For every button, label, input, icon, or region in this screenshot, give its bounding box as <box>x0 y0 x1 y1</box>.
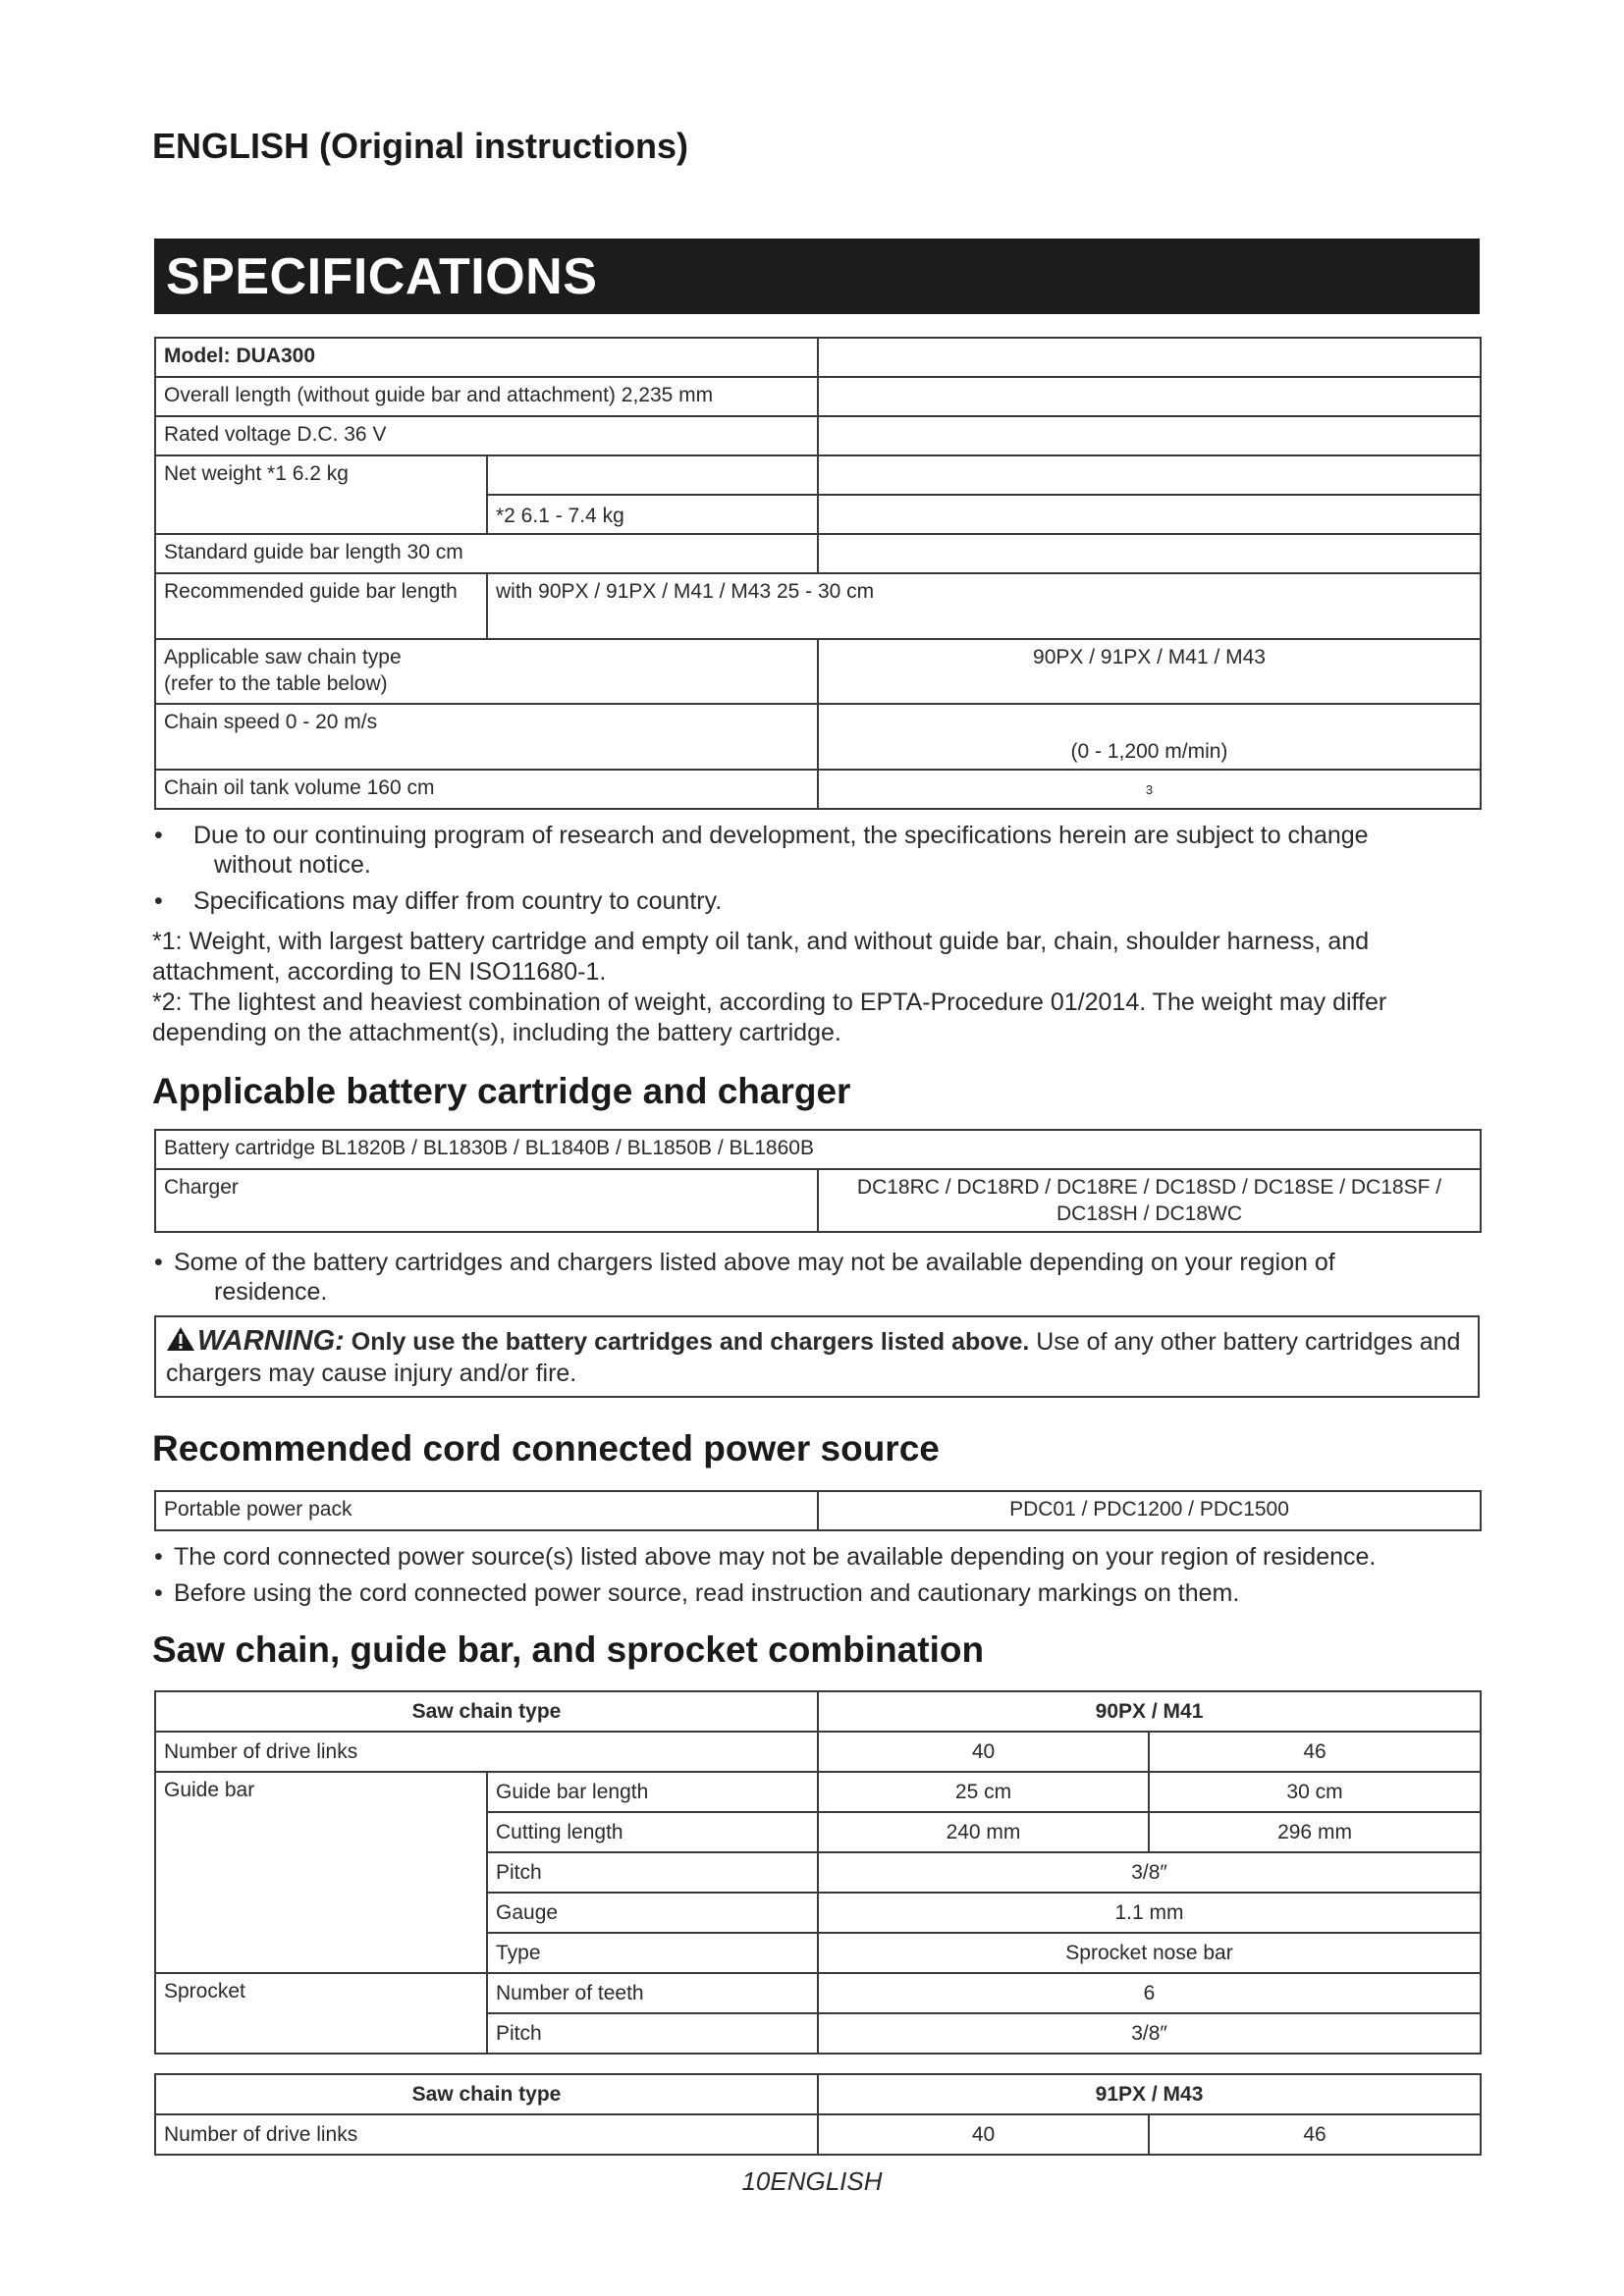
gauge-label: Gauge <box>487 1893 818 1933</box>
drive-links-40: 40 <box>818 1732 1149 1772</box>
power-note-2-text: Before using the cord connected power source, read instruction and cautionary markings on them. <box>174 1579 1240 1607</box>
drive-links-40-2: 40 <box>818 2114 1149 2155</box>
specifications-table <box>154 337 1482 810</box>
empty-cell <box>818 377 1481 416</box>
page-footer: 10ENGLISH <box>741 2166 883 2196</box>
battery-note: • Some of the battery cartridges and chargers listed above may not be available depending on your region of residence. <box>154 1248 1480 1307</box>
cutting-length-label: Cutting length <box>487 1812 818 1852</box>
power-source-table <box>154 1490 1482 1531</box>
pitch-value: 3/8″ <box>818 1852 1481 1893</box>
empty-cell <box>818 455 1481 495</box>
spec-note-1-line-1: Due to our continuing program of research and development, the specifications herein are subject to change <box>193 822 1369 849</box>
model-cell: Model: DUA300 <box>155 338 818 377</box>
cutting-length-296: 296 mm <box>1149 1812 1481 1852</box>
overall-length-cell: Overall length (without guide bar and attachment) 2,235 mm <box>155 377 818 416</box>
power-note-1: • The cord connected power source(s) listed above may not be available depending on your region of residence. <box>154 1542 1480 1572</box>
saw-chain-type-label-line-1: Applicable saw chain type <box>164 646 402 668</box>
language-header: ENGLISH (Original instructions) <box>152 126 689 166</box>
combination-heading: Saw chain, guide bar, and sprocket combination <box>152 1629 985 1670</box>
cutting-length-240: 240 mm <box>818 1812 1149 1852</box>
guide-bar-length-25: 25 cm <box>818 1772 1149 1812</box>
warning-bold-text: Only use the battery cartridges and chargers listed above. <box>351 1328 1030 1356</box>
oil-tank-value <box>818 770 1481 809</box>
warning-triangle-icon <box>166 1326 195 1352</box>
oil-tank-superscript: 3 <box>1145 782 1154 797</box>
combination-table-91px <box>154 2073 1482 2156</box>
teeth-value: 6 <box>818 1973 1481 2013</box>
saw-chain-type-value: 90PX / 91PX / M41 / M43 <box>818 639 1481 704</box>
charger-value: DC18RC / DC18RD / DC18RE / DC18SD / DC18SE / DC18SF / DC18SH / DC18WC <box>818 1169 1481 1232</box>
power-pack-value: PDC01 / PDC1200 / PDC1500 <box>818 1491 1481 1530</box>
saw-chain-type-header-2: Saw chain type <box>155 2074 818 2114</box>
chain-speed-label: Chain speed 0 - 20 m/s <box>155 704 818 770</box>
drive-links-46: 46 <box>1149 1732 1481 1772</box>
empty-cell <box>818 338 1481 377</box>
type-label: Type <box>487 1933 818 1973</box>
standard-guide-bar-cell: Standard guide bar length 30 cm <box>155 534 818 573</box>
footnote-1: *1: Weight, with largest battery cartridge and empty oil tank, and without guide bar, chain, shoulder harness, and attachment, according to EN ISO11680-1. <box>152 928 1370 986</box>
recommended-guide-bar-label: Recommended guide bar length <box>155 573 487 639</box>
warning-box <box>154 1315 1480 1398</box>
guide-bar-label: Guide bar <box>155 1772 487 1973</box>
footnote-2: *2: The lightest and heaviest combination of weight, according to EPTA-Procedure 01/2014. The weight may differ depending on the attachment(s), including the battery cartridge. <box>152 988 1387 1046</box>
chain-90px-header: 90PX / M41 <box>818 1691 1481 1732</box>
saw-chain-type-label-line-2: (refer to the table below) <box>164 672 388 695</box>
spec-note-bullet-1: • Due to our continuing program of research and development, the specifications herein are subject to change without notice. <box>154 821 1480 880</box>
spec-note-bullet-2: • Specifications may differ from country to country. <box>154 886 1480 916</box>
sprocket-pitch-label: Pitch <box>487 2013 818 2054</box>
drive-links-46-2: 46 <box>1149 2114 1481 2155</box>
power-source-heading: Recommended cord connected power source <box>152 1428 940 1468</box>
recommended-guide-bar-value: with 90PX / 91PX / M41 / M43 25 - 30 cm <box>487 573 1481 639</box>
guide-bar-length-label: Guide bar length <box>487 1772 818 1812</box>
power-pack-label: Portable power pack <box>155 1491 818 1530</box>
spec-note-2-text: Specifications may differ from country to country. <box>193 887 723 915</box>
chain-speed-value: (0 - 1,200 m/min) <box>818 704 1481 770</box>
empty-cell <box>818 495 1481 534</box>
battery-heading: Applicable battery cartridge and charger <box>152 1071 851 1111</box>
warning-title: WARNING: <box>197 1325 345 1357</box>
power-note-1-text: The cord connected power source(s) listed above may not be available depending on your region of residence. <box>174 1543 1377 1571</box>
charger-label: Charger <box>155 1169 818 1232</box>
gauge-value: 1.1 mm <box>818 1893 1481 1933</box>
saw-chain-type-label <box>155 639 818 704</box>
guide-bar-length-30: 30 cm <box>1149 1772 1481 1812</box>
chain-91px-header: 91PX / M43 <box>818 2074 1481 2114</box>
sprocket-label: Sprocket <box>155 1973 487 2054</box>
battery-row: Battery cartridge BL1820B / BL1830B / BL1840B / BL1850B / BL1860B <box>155 1130 1481 1169</box>
pitch-label: Pitch <box>487 1852 818 1893</box>
battery-note-line-2: residence. <box>214 1278 328 1306</box>
oil-tank-label: Chain oil tank volume 160 cm <box>155 770 818 809</box>
net-weight-2-cell: *2 6.1 - 7.4 kg <box>487 495 818 534</box>
empty-cell <box>818 416 1481 455</box>
rated-voltage-cell: Rated voltage D.C. 36 V <box>155 416 818 455</box>
drive-links-label: Number of drive links <box>155 1732 818 1772</box>
battery-note-line-1: Some of the battery cartridges and chargers listed above may not be available depending on your region of <box>174 1249 1335 1276</box>
combination-table-90px <box>154 1690 1482 2055</box>
empty-cell <box>818 534 1481 573</box>
sprocket-pitch-value: 3/8″ <box>818 2013 1481 2054</box>
type-value: Sprocket nose bar <box>818 1933 1481 1973</box>
saw-chain-type-header: Saw chain type <box>155 1691 818 1732</box>
drive-links-label-2: Number of drive links <box>155 2114 818 2155</box>
net-weight-cell: Net weight *1 6.2 kg <box>155 455 487 534</box>
battery-table <box>154 1129 1482 1233</box>
empty-cell <box>487 455 818 495</box>
teeth-label: Number of teeth <box>487 1973 818 2013</box>
power-note-2: • Before using the cord connected power source, read instruction and cautionary markings on them. <box>154 1578 1480 1608</box>
spec-note-1-line-2: without notice. <box>214 851 371 879</box>
warning-text: Use of any other battery cartridges and chargers may cause injury and/or fire. <box>166 1328 1461 1387</box>
specifications-title: SPECIFICATIONS <box>154 239 1480 314</box>
